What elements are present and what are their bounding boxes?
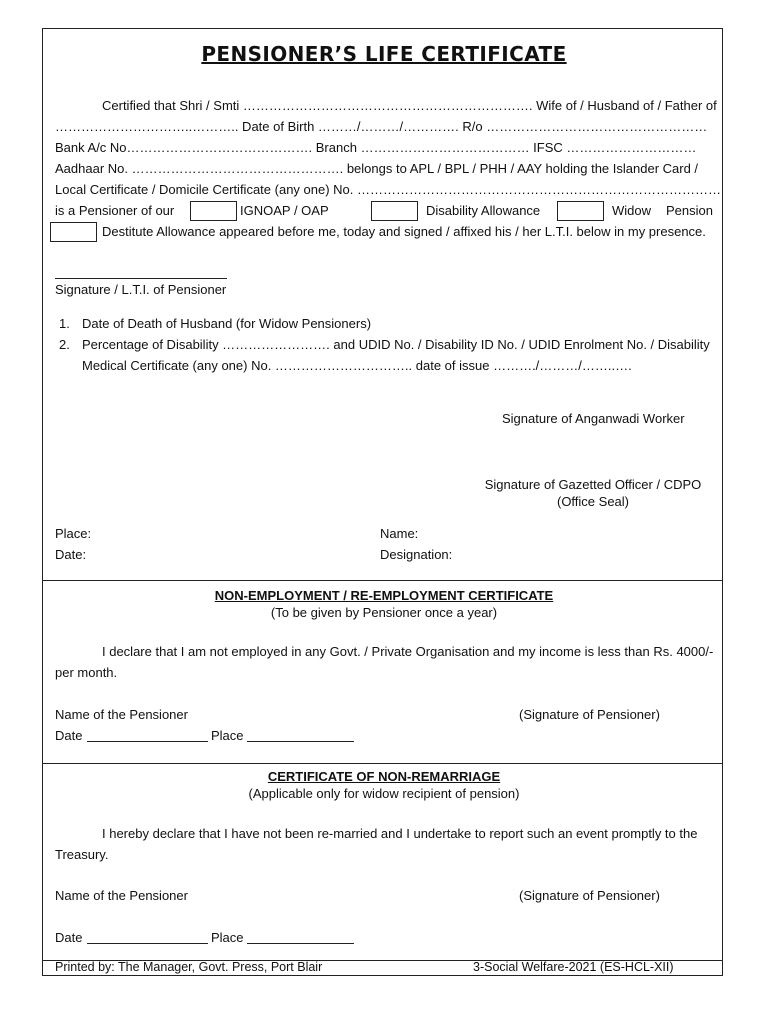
item-2-text: Percentage of Disability ……………………. and UDID No. / Disability ID No. / UDID Enrolment No. / Disability (82, 337, 710, 352)
section-divider-1 (42, 580, 723, 581)
non-employment-name-label: Name of the Pensioner (55, 707, 188, 722)
non-employment-subheading: (To be given by Pensioner once a year) (270, 605, 498, 620)
non-remarriage-name-label: Name of the Pensioner (55, 888, 188, 903)
footer-form-code: 3-Social Welfare-2021 (ES-HCL-XII) (473, 960, 674, 974)
non-remarriage-signature-label: (Signature of Pensioner) (519, 888, 660, 903)
non-employment-signature-label: (Signature of Pensioner) (519, 707, 660, 722)
non-employment-date-label: Date (55, 728, 83, 743)
page-title: PENSIONER’S LIFE CERTIFICATE (201, 42, 567, 66)
anganwadi-signature-label: Signature of Anganwadi Worker (502, 411, 685, 426)
disability-allowance-checkbox[interactable] (371, 201, 418, 221)
cert-line-1: Certified that Shri / Smti …………………………………………………………. Wife of / Husband of / Father of (102, 98, 717, 113)
non-remarriage-place-label: Place (211, 930, 244, 945)
cert-line-3: Bank A/c No……………………………………. Branch ………………………………… IFSC ………………………… (55, 140, 697, 155)
cert-line-2: …………………………..……….. Date of Birth ………/………/…………. R/o …………………………………………… (55, 119, 708, 134)
footer-printed-by: Printed by: The Manager, Govt. Press, Port Blair (55, 960, 323, 974)
officer-name-label: Name: (380, 526, 419, 541)
cert-line-4: Aadhaar No. …………………………………………. belongs to APL / BPL / PHH / AAY holding the Islander Card / (55, 161, 699, 176)
office-seal-label: (Office Seal) (556, 494, 629, 509)
non-employment-para-2: per month. (55, 665, 118, 680)
non-remarriage-place-line (247, 943, 354, 944)
widow-label: Widow (612, 203, 652, 218)
item-2-number: 2. (59, 337, 70, 352)
pensioner-signature-line (55, 278, 227, 279)
non-employment-date-line (87, 741, 208, 742)
non-remarriage-para-1: I hereby declare that I have not been re-married and I undertake to report such an event promptly to the (102, 826, 698, 841)
ignoap-checkbox[interactable] (190, 201, 237, 221)
non-remarriage-date-line (87, 943, 208, 944)
non-remarriage-subheading: (Applicable only for widow recipient of pension) (248, 786, 520, 801)
non-remarriage-date-label: Date (55, 930, 83, 945)
item-2-continuation: Medical Certificate (any one) No. ………………………….. date of issue ………./………/……..…. (82, 358, 632, 373)
pensioner-of-label: is a Pensioner of our (55, 203, 175, 218)
designation-label: Designation: (380, 547, 453, 562)
cert-line-5: Local Certificate / Domicile Certificate (any one) No. ………………………………………………………………………… (55, 182, 722, 197)
non-remarriage-para-2: Treasury. (55, 847, 109, 862)
non-employment-place-line (247, 741, 354, 742)
non-employment-para-1: I declare that I am not employed in any Govt. / Private Organisation and my income is less than Rs. 4000/- (102, 644, 714, 659)
item-1-text: Date of Death of Husband (for Widow Pensioners) (82, 316, 372, 331)
widow-pension-checkbox[interactable] (557, 201, 604, 221)
cert-line-7: Destitute Allowance appeared before me, today and signed / affixed his / her L.T.I. below in my presence. (102, 224, 706, 239)
section-divider-2 (42, 763, 723, 764)
pension-label: Pension (666, 203, 713, 218)
non-employment-place-label: Place (211, 728, 244, 743)
ignoap-label: IGNOAP / OAP (240, 203, 329, 218)
item-1-number: 1. (59, 316, 70, 331)
date-label: Date: (55, 547, 87, 562)
non-remarriage-heading: CERTIFICATE OF NON-REMARRIAGE (267, 769, 501, 784)
destitute-allowance-checkbox[interactable] (50, 222, 97, 242)
pensioner-signature-label: Signature / L.T.I. of Pensioner (55, 282, 227, 297)
place-label: Place: (55, 526, 92, 541)
non-employment-heading: NON-EMPLOYMENT / RE-EMPLOYMENT CERTIFICATE (214, 588, 554, 603)
disability-allowance-label: Disability Allowance (426, 203, 541, 218)
gazetted-signature-label: Signature of Gazetted Officer / CDPO (484, 477, 702, 492)
